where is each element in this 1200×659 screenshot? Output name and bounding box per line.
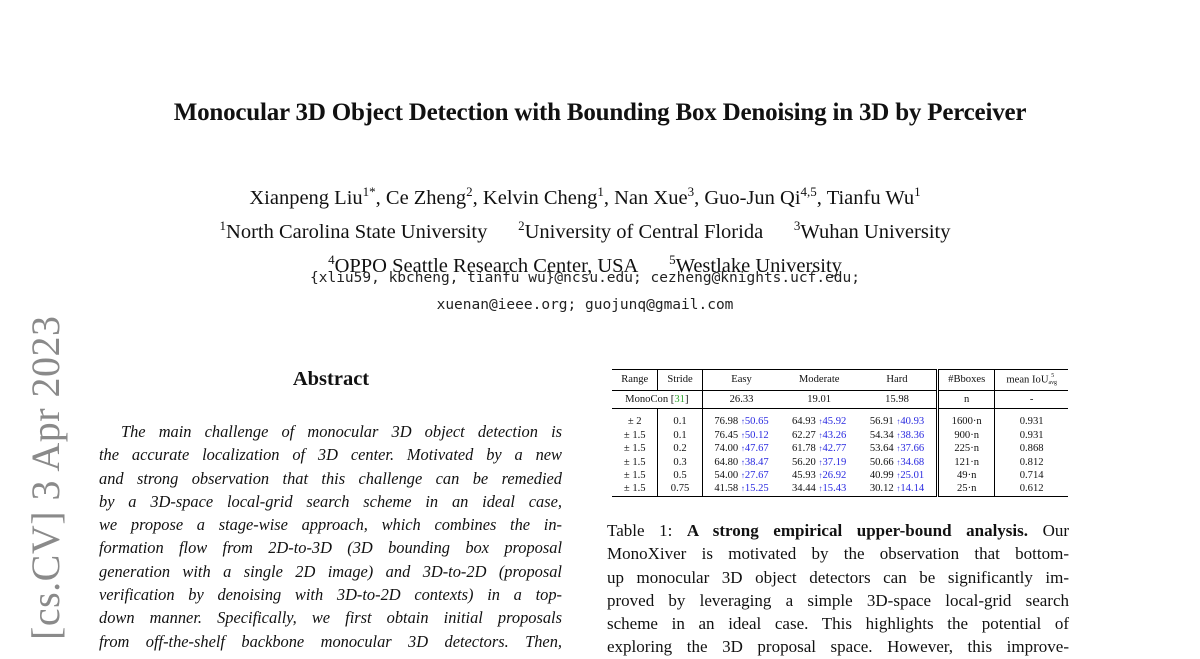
cell-value: 0.3	[673, 456, 687, 468]
increase-value	[816, 430, 847, 441]
up-arrow-icon: ↑	[740, 471, 745, 481]
table-cell	[658, 442, 702, 455]
increase-value	[816, 483, 847, 494]
up-arrow-icon: ↑	[896, 457, 901, 467]
table-row	[612, 456, 1068, 469]
table-cell	[995, 469, 1068, 482]
increase-number: 34.68	[900, 456, 925, 468]
abstract-heading: Abstract	[292, 368, 370, 390]
cell-value: 54.34	[869, 429, 894, 441]
increase-number: 38.36	[900, 429, 925, 441]
increase-value	[738, 470, 769, 481]
increase-number: 43.26	[822, 429, 847, 441]
table-cell	[780, 442, 858, 455]
cell-value: 121·n	[954, 456, 980, 468]
cell-value: 76.45	[714, 429, 739, 441]
table-cell	[858, 482, 938, 496]
cell-value: 0.2	[673, 443, 687, 455]
up-arrow-icon: ↑	[818, 417, 823, 427]
increase-value	[738, 457, 769, 468]
increase-number: 50.65	[744, 416, 769, 428]
cell-value: 0.612	[1019, 483, 1044, 495]
cell-value: 0.714	[1019, 470, 1044, 482]
author-sup: 2	[466, 184, 473, 199]
table-cell	[702, 415, 780, 428]
increase-value	[816, 457, 847, 468]
affiliation-sup: 4	[328, 251, 335, 267]
cell-value: ± 1.5	[623, 456, 646, 468]
cell-value: 34.44	[792, 483, 816, 495]
up-arrow-icon: ↑	[740, 417, 745, 427]
increase-number: 45.92	[822, 416, 847, 428]
caption-line: up monocular 3D object detectors can be significantly im-	[607, 567, 1069, 587]
table-cell	[938, 415, 995, 428]
increase-value	[816, 416, 847, 427]
increase-value	[816, 443, 847, 454]
iou-sub: avg	[1048, 380, 1057, 386]
affiliation-name: University of Central Florida	[524, 220, 764, 243]
increase-value	[894, 443, 925, 454]
table-cell: n	[938, 391, 995, 409]
affiliation-name: OPPO Seattle Research Center, USA	[334, 254, 639, 277]
up-arrow-icon: ↑	[818, 430, 823, 440]
table-cell	[658, 482, 702, 496]
table-cell	[995, 442, 1068, 455]
caption-line	[607, 519, 1069, 542]
table-cell	[780, 415, 858, 428]
col-header-stride: Stride	[658, 370, 702, 391]
cell-value: 49·n	[956, 470, 977, 482]
increase-value	[738, 443, 769, 454]
cell-value: 225·n	[954, 443, 980, 455]
affiliation-line	[0, 212, 1170, 246]
author-name: Guo-Jun Qi	[704, 186, 801, 209]
increase-value	[894, 416, 925, 427]
author-sup: 3	[687, 184, 695, 199]
table-cell	[858, 415, 938, 428]
author-sup: 1	[914, 184, 921, 199]
table-row	[612, 482, 1068, 496]
caption-label: Table 1:	[607, 521, 673, 540]
increase-value	[894, 457, 925, 468]
table-cell	[780, 429, 858, 442]
table-row	[612, 415, 1068, 428]
cell-value: 1600·n	[951, 416, 982, 428]
up-arrow-icon: ↑	[818, 471, 823, 481]
cell-value: 30.12	[869, 483, 894, 495]
increase-value	[894, 483, 925, 494]
up-arrow-icon: ↑	[740, 430, 745, 440]
citation-link[interactable]: 31	[674, 394, 685, 405]
increase-value	[738, 430, 769, 441]
abstract-line: The main challenge of monocular 3D object detection is	[121, 422, 562, 441]
author-name: Tianfu Wu	[826, 186, 915, 209]
abstract-line: by a 3D-space local-grid search scheme in an ideal case,	[99, 491, 562, 511]
table-cell	[995, 456, 1068, 469]
caption-line: MonoXiver is motivated by the observation that bottom-	[607, 544, 1069, 564]
increase-number: 15.25	[744, 483, 769, 495]
table-cell: 26.33	[702, 391, 780, 409]
table-cell	[612, 415, 658, 428]
email-block	[0, 265, 1170, 319]
author-sup: 4,5	[800, 184, 817, 199]
cell-value: 0.5	[673, 470, 687, 482]
table-cell	[702, 469, 780, 482]
caption-line: proved by leveraging a simple 3D-space local-grid search	[607, 590, 1069, 610]
cell-value: 56.20	[792, 456, 816, 468]
table-cell	[612, 469, 658, 482]
table-row-monocon	[612, 391, 1068, 409]
table-cell	[780, 482, 858, 496]
table-cell	[938, 429, 995, 442]
results-table	[612, 369, 1068, 497]
author-name: Xianpeng Liu	[249, 186, 363, 209]
increase-number: 37.19	[822, 456, 847, 468]
table-row	[612, 469, 1068, 482]
cell-value: 0.868	[1019, 443, 1044, 455]
increase-value	[816, 470, 847, 481]
increase-number: 37.66	[900, 443, 925, 455]
table-cell	[612, 429, 658, 442]
up-arrow-icon: ↑	[818, 484, 823, 494]
increase-number: 27.67	[744, 470, 769, 482]
up-arrow-icon: ↑	[896, 417, 901, 427]
cell-value: 74.00	[714, 443, 739, 455]
table-cell	[702, 456, 780, 469]
cell-value: 0.75	[670, 483, 690, 495]
table-cell	[858, 456, 938, 469]
increase-number: 40.93	[900, 416, 925, 428]
increase-number: 14.14	[900, 483, 925, 495]
caption-line: scheme in an ideal case. This highlights the potential of	[607, 614, 1069, 634]
increase-value	[894, 470, 925, 481]
author-name: Nan Xue	[614, 186, 688, 209]
abstract-line: we propose a stage-wise approach, which combines the in-	[99, 515, 562, 535]
table-cell	[938, 482, 995, 496]
up-arrow-icon: ↑	[740, 444, 745, 454]
table-cell	[938, 456, 995, 469]
caption-line: exploring the 3D proposal space. However, this improve-	[607, 637, 1069, 657]
cell-value: 25·n	[956, 483, 977, 495]
cell-value: 900·n	[954, 429, 980, 441]
cell-value: 56.91	[869, 416, 894, 428]
table-cell	[995, 429, 1068, 442]
author-sup: 1*	[362, 184, 376, 199]
increase-number: 15.43	[822, 483, 847, 495]
increase-number: 47.67	[744, 443, 769, 455]
abstract-line: formation flow from 2D-to-3D (3D bounding box proposal	[99, 538, 562, 558]
cell-value: 40.99	[869, 470, 894, 482]
table-cell: 15.98	[858, 391, 938, 409]
cell-value: ± 1.5	[623, 443, 646, 455]
increase-number: 25.01	[900, 470, 925, 482]
affiliation-sup: 1	[219, 217, 227, 233]
table-cell	[780, 456, 858, 469]
up-arrow-icon: ↑	[896, 444, 901, 454]
cell-value: 41.58	[714, 483, 739, 495]
affiliation-sup: 2	[518, 217, 525, 233]
abstract-line: and strong observation that this challenge can be remedied	[99, 468, 562, 488]
cell-value: 53.64	[869, 443, 894, 455]
table-cell	[658, 456, 702, 469]
table-header-row	[612, 370, 1068, 391]
abstract-line: from off-the-shelf backbone monocular 3D detectors. Then,	[99, 631, 562, 651]
mean-iou-label: mean IoU	[1006, 374, 1049, 386]
col-header-range: Range	[621, 374, 649, 386]
table-cell	[658, 429, 702, 442]
cell-value: 62.27	[792, 429, 816, 441]
increase-value	[894, 430, 925, 441]
affiliation-name: Westlake University	[675, 254, 842, 277]
up-arrow-icon: ↑	[740, 484, 745, 494]
author-list: Xianpeng Liu$^{1*}$, Ce Zheng$^2$, Kelvin Cheng$^1$, Nan Xue$^3$, Guo-Jun Qi$^{4,5}$, Tianfu Wu$^1$	[249, 184, 921, 209]
table-cell	[658, 469, 702, 482]
increase-number: 38.47	[744, 456, 769, 468]
table-cell	[702, 442, 780, 455]
arxiv-side-stamp: [cs.CV] 3 Apr 2023	[23, 315, 68, 640]
col-header-easy: Easy	[702, 370, 780, 391]
up-arrow-icon: ↑	[896, 430, 901, 440]
caption-bold: A strong empirical upper-bound analysis.	[686, 521, 1028, 540]
table-cell	[858, 429, 938, 442]
affiliation-name: North Carolina State University	[226, 220, 488, 243]
up-arrow-icon: ↑	[896, 471, 901, 481]
increase-number: 26.92	[822, 470, 847, 482]
monocon-name: MonoCon	[625, 394, 669, 405]
increase-number: 42.77	[822, 443, 847, 455]
col-header-hard: Hard	[886, 374, 908, 386]
up-arrow-icon: ↑	[818, 457, 823, 467]
cell-value: 64.80	[714, 456, 739, 468]
up-arrow-icon: ↑	[896, 484, 901, 494]
abstract-line: down manner. Specifically, we first obtain initial proposals	[99, 608, 562, 628]
table-cell	[702, 429, 780, 442]
table-cell	[658, 415, 702, 428]
author-sup: 1	[597, 184, 604, 199]
author-name: Kelvin Cheng	[482, 186, 598, 209]
caption-text: Our	[1042, 521, 1070, 540]
table-cell	[780, 469, 858, 482]
col-header-bboxes: #Bboxes	[938, 370, 995, 391]
up-arrow-icon: ↑	[818, 444, 823, 454]
cell-value: ± 2	[627, 416, 642, 428]
table-row	[612, 442, 1068, 455]
abstract-body	[99, 420, 562, 653]
cell-value: 45.93	[792, 470, 816, 482]
table-caption	[607, 519, 1069, 659]
increase-number: 50.12	[744, 429, 769, 441]
increase-value	[738, 416, 769, 427]
cell-value: 61.78	[792, 443, 816, 455]
table-cell	[938, 442, 995, 455]
up-arrow-icon: ↑	[740, 457, 745, 467]
cell-value: 76.98	[714, 416, 739, 428]
cell-value: 50.66	[869, 456, 894, 468]
abstract-line: the accurate localization of 3D center. Motivated by a new	[99, 445, 562, 465]
table-cell	[612, 442, 658, 455]
paper-title: Monocular 3D Object Detection with Bounding Box Denoising in 3D by Perceiver	[173, 99, 1027, 126]
cell-value: ± 1.5	[623, 470, 646, 482]
affiliation-sup: 5	[669, 251, 676, 267]
table-cell	[702, 482, 780, 496]
col-header-moderate: Moderate	[798, 374, 840, 386]
affiliation-name: Wuhan University	[800, 220, 951, 243]
affiliation-sup: 3	[793, 217, 801, 233]
increase-value	[738, 483, 769, 494]
email-line: {xliu59, kbcheng, tianfu wu}@ncsu.edu; cezheng@knights.ucf.edu;	[310, 270, 860, 286]
abstract-line: generation with a single 2D image) and 3D-to-2D (proposal	[99, 561, 562, 581]
iou-sup: 5	[1051, 373, 1055, 379]
table-cell	[858, 442, 938, 455]
table-row	[612, 429, 1068, 442]
monocon-label: MonoCon [31]	[612, 391, 702, 409]
table-cell	[938, 469, 995, 482]
cell-value: 54.00	[714, 470, 739, 482]
cell-value: ± 1.5	[623, 483, 646, 495]
cell-value: 0.812	[1019, 456, 1044, 468]
author-name: Ce Zheng	[385, 186, 467, 209]
table-cell: -	[995, 391, 1068, 409]
table-cell	[612, 456, 658, 469]
cell-value: ± 1.5	[623, 429, 646, 441]
cell-value: 64.93	[792, 416, 816, 428]
table-cell	[995, 415, 1068, 428]
cell-value: 0.931	[1019, 429, 1044, 441]
abstract-line: verification by denoising with 3D-to-2D contexts) in a top-	[99, 585, 562, 605]
table-cell	[858, 469, 938, 482]
cell-value: 0.931	[1019, 416, 1044, 428]
table-cell	[995, 482, 1068, 496]
table-cell	[612, 482, 658, 496]
col-header-mean-iou	[995, 370, 1068, 391]
cell-value: 0.1	[673, 429, 687, 441]
cell-value: 0.1	[673, 416, 687, 428]
table-cell: 19.01	[780, 391, 858, 409]
email-line: xuenan@ieee.org; guojunq@gmail.com	[436, 297, 734, 313]
